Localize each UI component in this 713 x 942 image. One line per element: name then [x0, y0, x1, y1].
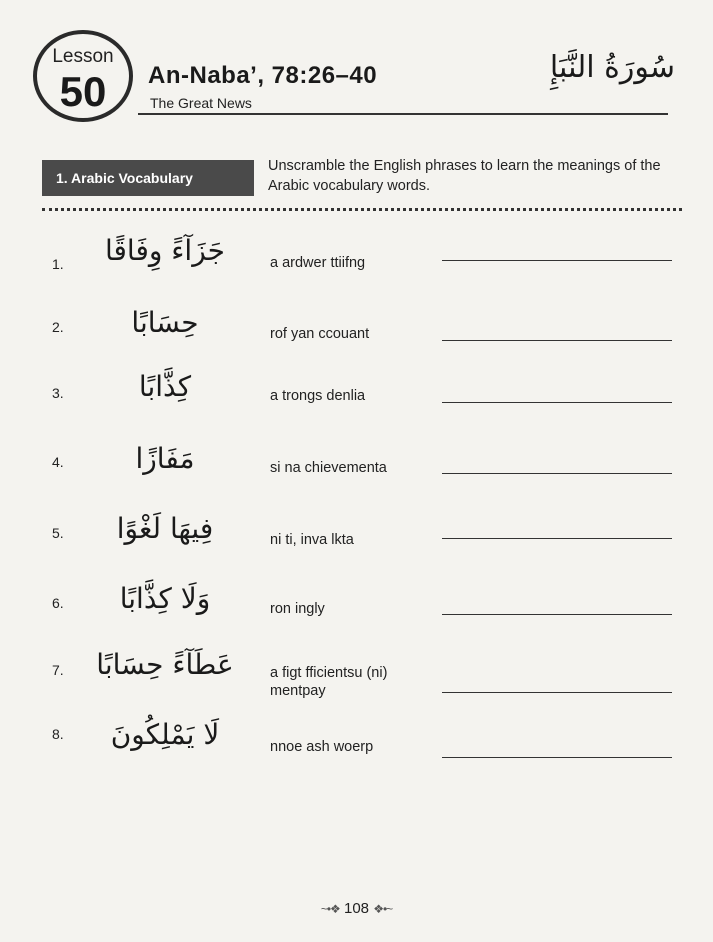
arabic-surah-title: سُورَةُ النَّبَإِ — [549, 50, 675, 85]
arabic-word: فِيهَا لَغْوًا — [116, 512, 214, 545]
scrambled-phrase: a ardwer ttiifng — [270, 255, 366, 271]
page-footer — [0, 900, 713, 917]
header-divider — [138, 113, 668, 115]
scrambled-phrase: ron ingly — [270, 601, 325, 617]
scrambled-phrase: a figt fficientsu (ni) mentpay — [270, 665, 388, 699]
dotted-divider — [42, 208, 682, 211]
scrambled-phrase: nnoe ash woerp — [270, 739, 374, 755]
page-number: 108 — [343, 900, 370, 917]
arabic-word: جَزَآءً وِفَاقًا — [105, 234, 225, 267]
scrambled-phrase: si na chievementa — [270, 460, 387, 476]
lesson-number: 50 — [59, 68, 107, 115]
answer-line[interactable] — [442, 340, 672, 341]
item-number: 8. — [52, 726, 64, 742]
answer-line[interactable] — [442, 757, 672, 758]
arabic-word: كِذَّابًا — [138, 370, 192, 403]
item-number: 1. — [52, 256, 64, 272]
scrambled-phrase: ni ti, inva lkta — [270, 532, 354, 548]
lesson-badge — [33, 30, 133, 122]
lesson-label: Lesson — [52, 46, 114, 67]
scrambled-phrase: a trongs denlia — [270, 388, 366, 404]
arabic-word: عَطَآءً حِسَابًا — [96, 648, 234, 681]
answer-line[interactable] — [442, 692, 672, 693]
item-number: 2. — [52, 319, 64, 335]
section-heading: 1. Arabic Vocabulary — [42, 160, 254, 196]
arabic-word: مَفَازًا — [135, 442, 195, 475]
answer-line[interactable] — [442, 402, 672, 403]
page-subtitle: The Great News — [150, 95, 252, 111]
arabic-word: حِسَابًا — [131, 306, 199, 339]
section-instructions: Unscramble the English phrases to learn the meanings of the Arabic vocabulary words. — [268, 158, 661, 194]
answer-line[interactable] — [442, 473, 672, 474]
item-number: 7. — [52, 662, 64, 678]
left-ornament-icon: ~•❖ — [320, 902, 340, 916]
scrambled-phrase: rof yan ccouant — [270, 326, 370, 342]
item-number: 6. — [52, 595, 64, 611]
right-ornament-icon: ❖•~ — [373, 902, 393, 916]
item-number: 4. — [52, 454, 64, 470]
arabic-word: لَا يَمْلِكُونَ — [110, 718, 220, 751]
arabic-word: وَلَا كِذَّابًا — [119, 582, 211, 615]
answer-line[interactable] — [442, 614, 672, 615]
item-number: 3. — [52, 385, 64, 401]
answer-line[interactable] — [442, 538, 672, 539]
answer-line[interactable] — [442, 260, 672, 261]
page-title: An-Naba’, 78:26–40 — [148, 62, 378, 89]
item-number: 5. — [52, 525, 64, 541]
